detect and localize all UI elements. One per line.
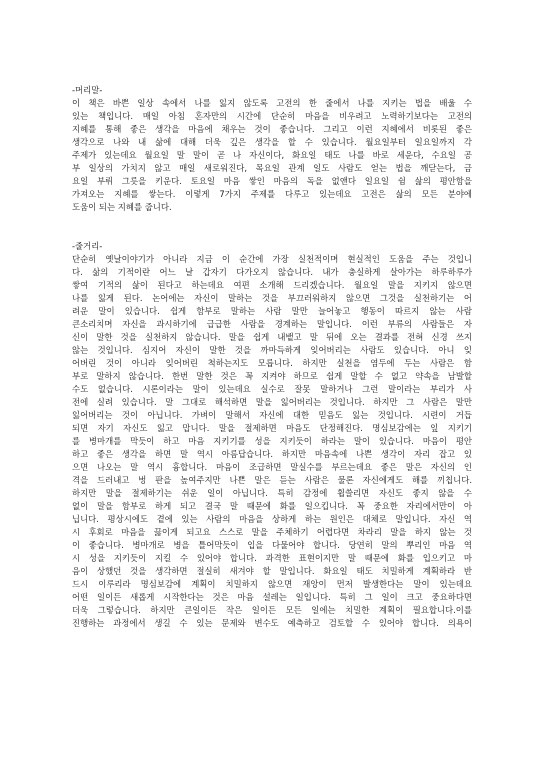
text-line: 도움이 되는 지혜를 줍니다.: [72, 202, 172, 212]
text-line: 않는 것입니다. 심지어 자신이 말한 것을 까마득하게 잊어버리는 사람도 있습니다. 아니 잊: [72, 345, 472, 355]
text-line: 나를 잃게 된다. 논어에는 자신이 말하는 것을 부끄러워하지 않으면 그것을 실천하기는 어: [72, 293, 472, 303]
preface-heading: -머리말-: [72, 85, 103, 95]
text-line: 단순히 옛날이야기가 아니라 지금 이 순간에 가장 실천적이며 현실적인 도움을 주는 것입니: [72, 254, 472, 264]
text-line: 어버린 것이 아니라 잊어버린 척하는지도 모릅니다. 하지만 실천을 염두에 두는 사람은 함: [72, 358, 472, 368]
text-line: 하지만 말을 절제하기는 쉬운 일이 아닙니다. 특히 감정에 휩쓸리면 자신도 좋지 않을 수: [72, 488, 472, 498]
text-line: 신이 말한 것을 실천하지 않습니다. 말을 쉽게 내뱉고 말 뒤에 오는 결과를 전혀 신경 쓰지: [72, 332, 472, 342]
text-line: 이 좋습니다. 병마개로 병을 틀어막듯이 입을 다물어야 합니다. 당연히 말의 뿌리인 마음 역: [72, 540, 472, 550]
text-line: 부로 말하지 않습니다. 한번 말한 것은 꼭 지켜야 하므로 쉽게 말할 수 없고 약속을 남발할: [72, 371, 472, 381]
text-line: 잃어버리는 것이 아닙니다. 가벼이 말해서 자신에 대한 믿음도 잃는 것입니다. 시련이 거듭: [72, 410, 472, 420]
text-line: 지혜를 통해 좋은 생각을 마음에 채우는 것이 좋습니다. 그리고 이런 지혜에서 비롯된 좋은: [72, 124, 472, 134]
text-line: 없이 말을 함부로 하게 되고 결국 말 때문에 화를 일으킵니다. 꼭 중요한 자리에서만이 아: [72, 501, 472, 511]
text-line: 어떤 일이든 새롭게 시작한다는 것은 마음 설레는 일입니다. 특히 그 일이 크고 중요하다면: [72, 592, 472, 602]
text-line: 가져오는 지혜를 쌓는다. 이렇게 7가지 주제를 다루고 있는데요 고전은 삶의 모든 분야에: [72, 189, 472, 199]
section-gap: [72, 214, 472, 227]
text-line: 되면 자기 자신도 잃고 맙니다. 말을 절제하면 마음도 단정해진다. 명심보감에는 잎 지키기: [72, 423, 472, 433]
text-line: 를 병마개를 막듯이 하고 마음 지키기를 성을 지키듯이 하라는 말이 있습니다. 마음이 평안: [72, 436, 472, 446]
text-line: 진행하는 과정에서 생길 수 있는 문제와 변수도 예측하고 검토할 수 있어야 합니다. 의욕이: [72, 618, 472, 628]
text-line: 려운 말이 있습니다. 쉽게 함부로 말하는 사람 말만 늘어놓고 행동이 따르지 않는 사람: [72, 306, 472, 316]
text-line: 더욱 그렇습니다. 하지만 큰일이든 작은 일이든 모든 일에는 치밀한 계획이 필요합니다.이를: [72, 605, 472, 615]
text-line: 음이 상했던 것을 생각하면 절실히 새겨야 할 말입니다. 화요일 태도 치밀하게 계획하라 반: [72, 566, 472, 576]
text-line: 시 성을 지키듯이 지킬 수 있어야 합니다. 과격한 표현이지만 말 때문에 화를 입으키고 마: [72, 553, 472, 563]
document-body: [72, 84, 472, 630]
section-gap: [72, 227, 472, 240]
text-line: 시 후회로 마음을 끓이게 되고요 스스로 말을 주체하기 어렵다면 차라리 말을 하지 않는 것: [72, 527, 472, 537]
text-line: 닙니다. 평상시에도 곁에 있는 사람의 마음을 상하게 하는 원인은 대체로 말입니다. 자신 역: [72, 514, 472, 524]
text-line: 생각으로 나와 내 삶에 대해 더욱 깊은 생각을 할 수 있습니다. 월요일부터 일요일까지 각: [72, 137, 472, 147]
text-line: 부 일상의 가치지 않고 매일 새로워진다, 목요일 관계 일도 사람도 얻는 법을 깨닫는다, 금: [72, 163, 472, 173]
text-line: 격을 드러내고 벙 판을 높여주지만 나쁜 말은 듣는 사람은 물론 자신에게도 해를 끼칩니다.: [72, 475, 472, 485]
text-line: 하고 좋은 생각을 하면 말 역시 아름답습니다. 하지만 마음속에 나쁜 생각이 자리 잡고 있: [72, 449, 472, 459]
text-line: 있는 책입니다. 매일 아침 혼자만의 시간에 단순히 마음을 비우려고 노력하기보다는 고전의: [72, 111, 472, 121]
text-line: 큰소리치며 자신을 과시하기에 급급한 사람을 경계하는 말입니다. 이런 부류의 사람들은 자: [72, 319, 472, 329]
text-line: 드시 이루리라 명심보감에 계획이 치밀하지 않으면 재앙이 먼저 발생한다는 말이 있는데요: [72, 579, 472, 589]
text-line: 으면 나오는 말 역시 흉합니다. 마음이 조급하면 말실수를 부르는데요 좋은 말은 자신의 인: [72, 462, 472, 472]
text-line: 전에 실려 있습니다. 말 그대로 해석하면 말을 잃어버리는 것입니다. 하지만 그 사람은 말만: [72, 397, 472, 407]
text-line: 수도 없습니다. 시론이라는 말이 있는데요 실수로 잘못 말하거나 그런 말이라는 부리가 사: [72, 384, 472, 394]
text-line: 요일 부뤼 그릇을 키운다. 토요일 마음 쌓인 마음의 독을 없앤다 일요일 쉼 삶의 평안함을: [72, 176, 472, 186]
text-line: 이 책은 바쁜 일상 속에서 나를 잃지 않도록 고전의 한 줄에서 나를 지키는 법을 배울 수: [72, 98, 472, 108]
summary-heading: -줄거리-: [72, 241, 103, 251]
summary-paragraph: [72, 253, 472, 630]
text-line: 쌓여 기적의 삶이 된다고 하는데요 여편 소개해 드리겠습니다. 월요일 말을 지키지 않으면: [72, 280, 472, 290]
preface-paragraph: [72, 97, 472, 214]
text-line: 다. 삶의 기적이란 어느 날 갑자기 다가오지 않습니다. 내가 충실하게 살아가는 하루하루가: [72, 267, 472, 277]
text-line: 주제가 있는데요 월요일 말 말이 곧 나 자신이다, 화요일 태도 나를 바로 세운다, 수요일 공: [72, 150, 472, 160]
